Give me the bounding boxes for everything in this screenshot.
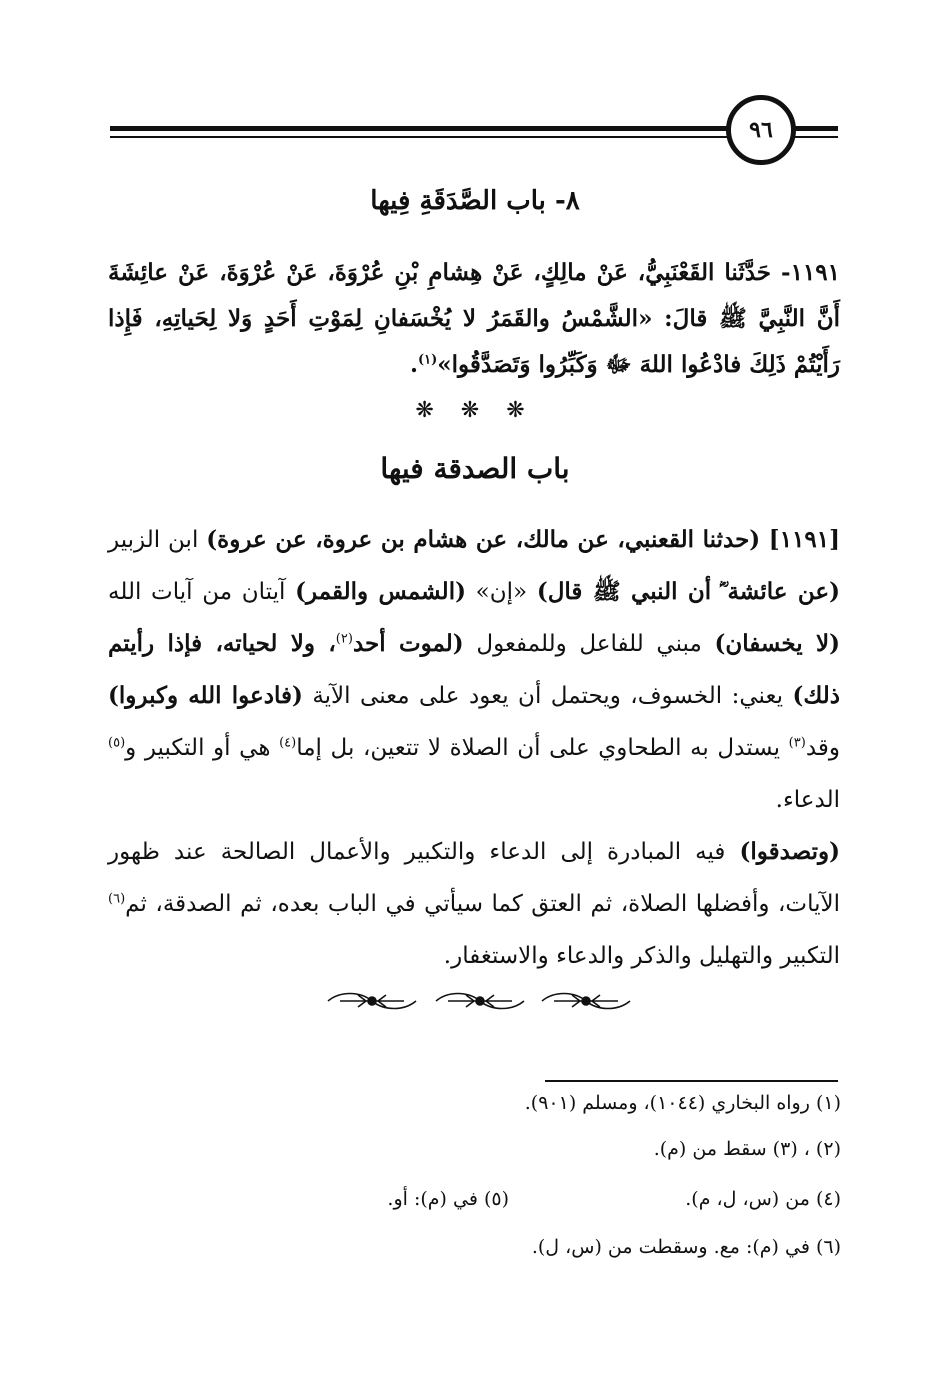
commentary-text: وقد (805, 735, 840, 761)
footnote-4: (٤) من (س، ل، م). (685, 1188, 841, 1210)
commentary-text: ابن الزبير (108, 527, 207, 553)
footnote-ref: (٢) (335, 631, 353, 647)
footnote-6: (٦) في (م): مع. وسقطت من (س، ل). (531, 1236, 841, 1258)
footnote-ref: (٣) (788, 735, 806, 751)
header-rule-tail-thick (790, 126, 838, 131)
commentary-text: مبني للفاعل وللمفعول (463, 631, 715, 657)
hadith-text (108, 250, 840, 388)
commentary-text: فيه المبادرة إلى الدعاء والتكبير والأعمال الصالحة عند ظهور الآيات، وأفضلها الصلاة، ثم العتق كما سيأتي في الباب بعده، ثم الصدقة، ثم (108, 839, 840, 917)
hadith-footnote-ref: (١) (417, 352, 438, 368)
quoted-text: (لموت أحد (352, 630, 464, 657)
separator-stars: ❋ ❋ ❋ (415, 398, 535, 423)
header-rule-tail-thin (790, 136, 838, 138)
commentary-text: آيتان من آيات الله (108, 579, 296, 605)
section-title: باب الصدقة فيها (380, 452, 570, 485)
commentary-text: هي أو التكبير و (125, 735, 280, 761)
quoted-text: ، ولا لحياته، فإذا رأيتم ذلك) (108, 630, 840, 709)
commentary-text: «إن» (465, 579, 537, 605)
commentary-paragraph-2 (108, 826, 840, 982)
quoted-text: (الشمس والقمر) (295, 578, 466, 605)
quoted-text: [١١٩١] (حدثنا القعنبي، عن مالك، عن هشام بن عروة، عن عروة) (206, 526, 840, 553)
footnote-ref: (٤) (279, 735, 297, 751)
hadith-body: ١١٩١- حَدَّثَنا القَعْنَبِيُّ، عَنْ مالِكٍ، عَنْ هِشامِ بْنِ عُرْوَةَ، عَنْ عُرْوَةَ، عَنْ عائِشَةَ أَنَّ النَّبِيَّ ﷺ قالَ: «الشَّمْسُ والقَمَرُ لا يُخْسَفانِ لِمَوْتِ أَحَدٍ وَلا لِحَياتِهِ، فَإِذا رَأَيْتُمْ ذَلِكَ فادْعُوا اللهَ ﷻ وَكَبِّرُوا وَتَصَدَّقُوا» (108, 259, 840, 378)
header-rule-thin (110, 136, 730, 138)
chapter-title: ٨- باب الصَّدَقَةِ فِيها (370, 186, 580, 216)
commentary-text: يعني: الخسوف، ويحتمل أن يعود على معنى الآية (302, 683, 793, 709)
commentary-paragraph-1 (108, 514, 840, 826)
footnote-ref: (٥) (108, 735, 126, 751)
commentary-text: التكبير والتهليل والذكر والدعاء والاستغفار. (443, 943, 840, 969)
commentary-text: يستدل به الطحاوي على أن الصلاة لا تتعين، بل إما (296, 735, 789, 761)
footnote-5: (٥) في (م): أو. (387, 1188, 509, 1210)
commentary-text: الدعاء. (775, 787, 840, 813)
footnote-ref: (٦) (108, 891, 126, 907)
footnote-2-3: (٢) ، (٣) سقط من (م). (653, 1138, 841, 1160)
ornament-divider (320, 985, 635, 1015)
footnote-rule (545, 1080, 838, 1082)
quoted-text: (وتصدقوا) (739, 838, 840, 865)
quoted-text: (لا يخسفان) (714, 630, 840, 657)
page-number: ٩٦ (726, 95, 796, 165)
header-rule-thick (110, 126, 730, 131)
footnote-1: (١) رواه البخاري (١٠٤٤)، ومسلم (٩٠١). (524, 1092, 841, 1114)
hadith-end: . (409, 351, 418, 378)
quoted-text: (عن عائشة ؓ أن النبي ﷺ قال) (536, 578, 840, 605)
quoted-text: (فادعوا الله وكبروا) (108, 682, 303, 709)
